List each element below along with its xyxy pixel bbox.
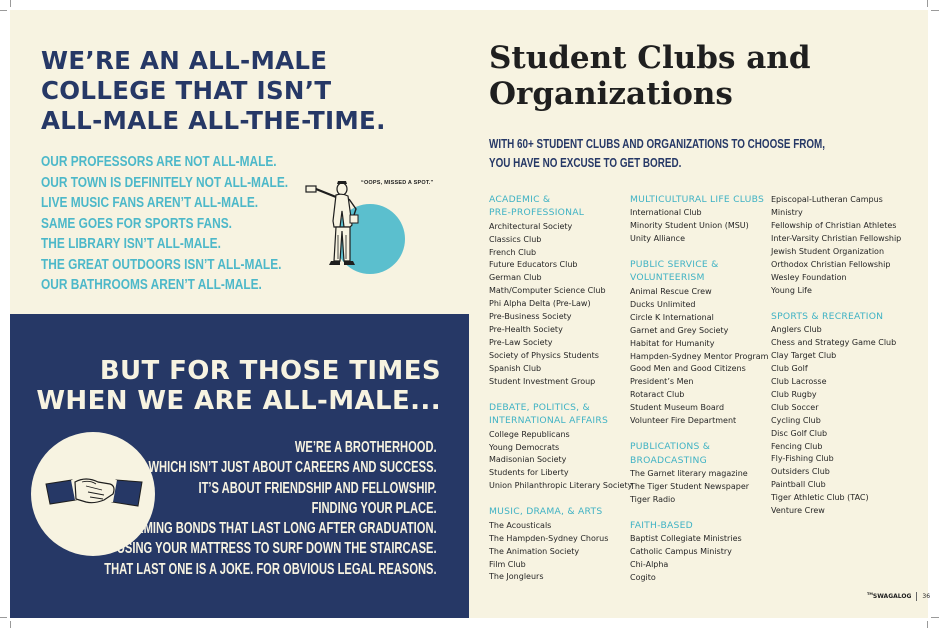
magazine-spread [10, 10, 931, 618]
club-section [489, 194, 632, 389]
club-section [771, 194, 901, 298]
list-line: USING YOUR MATTRESS TO SURF DOWN THE STAIRCASE. [117, 540, 437, 558]
list-line: FINDING YOUR PLACE. [311, 499, 437, 517]
section-heading: PUBLIC SERVICE & [630, 259, 719, 271]
club-item: Circle K International [630, 312, 714, 322]
club-section [630, 259, 768, 428]
club-item: Fencing Club [771, 441, 823, 451]
club-item: Orthodox Christian Fellowship [771, 259, 891, 269]
club-item: Society of Physics Students [489, 351, 599, 361]
club-item: Catholic Campus Ministry [630, 546, 732, 556]
club-item: Club Soccer [771, 402, 819, 412]
club-item: Garnet and Grey Society [630, 325, 729, 335]
club-item: Cycling Club [771, 415, 821, 425]
club-item: Rotaract Club [630, 390, 685, 400]
club-item: Tiger Radio [630, 494, 676, 504]
club-item: Madisonian Society [489, 455, 567, 465]
club-item: The Animation Society [489, 546, 580, 556]
headline-line: BUT FOR THOSE TIMES [99, 356, 441, 386]
club-item: Jewish Student Organization [771, 246, 885, 256]
section-heading: MUSIC, DRAMA, & ARTS [489, 506, 603, 518]
crop-mark [0, 617, 7, 618]
club-item: Disc Golf Club [771, 428, 828, 438]
club-item: Episcopal-Lutheran Campus [771, 195, 883, 204]
club-item: Club Rugby [771, 389, 817, 399]
club-item: Architectural Society [489, 221, 573, 231]
club-item: Pre-Law Society [489, 338, 553, 348]
club-item: The Jongleurs [489, 572, 544, 582]
club-item: Habitat for Humanity [630, 338, 715, 348]
section-heading: PUBLICATIONS & [630, 441, 711, 453]
left-headline [41, 46, 386, 136]
club-item: Outsiders Club [771, 467, 830, 477]
club-item: Students for Liberty [489, 468, 569, 478]
list-line: WHICH ISN’T JUST ABOUT CAREERS AND SUCCESS. [148, 459, 437, 477]
page-number: 36 [922, 593, 931, 600]
section-heading: DEBATE, POLITICS, & [489, 401, 590, 413]
club-item: Venture Crew [771, 506, 825, 516]
club-item: Ducks Unlimited [630, 299, 696, 309]
club-item: The Hampden-Sydney Chorus [489, 533, 609, 543]
club-item: Student Investment Group [489, 377, 596, 387]
list-line: IT’S ABOUT FRIENDSHIP AND FELLOWSHIP. [198, 479, 437, 497]
club-item: International Club [630, 208, 702, 218]
section-heading: VOLUNTEERISM [630, 272, 705, 284]
club-item: The Tiger Student Newspaper [630, 481, 750, 491]
club-section [489, 402, 632, 493]
club-item: College Republicans [489, 429, 570, 439]
list-line: LIVE MUSIC FANS AREN’T ALL-MALE. [41, 195, 259, 211]
club-item: German Club [489, 273, 542, 283]
club-item: Union Philanthropic Literary Society [489, 481, 633, 491]
club-item: Ministry [771, 207, 803, 217]
subtitle-line: YOU HAVE NO EXCUSE TO GET BORED. [489, 154, 682, 170]
left-top-panel [10, 10, 469, 314]
club-item: Chi-Alpha [630, 559, 669, 569]
crop-mark [931, 10, 939, 11]
section-heading: FAITH-BASED [630, 519, 693, 531]
section-heading: MULTICULTURAL LIFE CLUBS [630, 194, 765, 205]
list-line: OUR PROFESSORS ARE NOT ALL-MALE. [41, 154, 277, 170]
club-section [630, 520, 768, 585]
club-item: The Acousticals [489, 520, 552, 530]
club-item: Tiger Athletic Club (TAC) [771, 493, 869, 503]
club-item: Spanish Club [489, 364, 542, 374]
club-item: Wesley Foundation [771, 272, 847, 282]
club-item: Film Club [489, 559, 526, 569]
club-item: Fellowship of Christian Athletes [771, 220, 897, 230]
page-subtitle [489, 135, 825, 172]
not-all-male-list [41, 152, 288, 296]
club-item: Anglers Club [771, 324, 822, 334]
club-item: Classics Club [489, 234, 542, 244]
club-item: Inter-Varsity Christian Fellowship [771, 233, 902, 243]
club-item: Club Lacrosse [771, 376, 827, 386]
clubs-column-1 [489, 194, 632, 584]
club-item: Young Life [771, 285, 812, 295]
clubs-column-3 [771, 194, 901, 518]
section-heading: ACADEMIC & [489, 194, 551, 205]
club-item: Math/Computer Science Club [489, 286, 606, 296]
headline-line: WE’RE AN ALL-MALE [41, 46, 328, 75]
club-item: Minority Student Union (MSU) [630, 221, 749, 231]
club-item: President’s Men [630, 377, 694, 387]
brand-name: SWAGALOG [872, 593, 912, 600]
club-section [630, 194, 768, 246]
headline-line: ALL-MALE ALL-THE-TIME. [41, 106, 386, 135]
crop-mark [927, 0, 928, 7]
page-footer [867, 592, 930, 601]
clubs-column-2 [630, 194, 768, 585]
list-line: OUR TOWN IS DEFINITELY NOT ALL-MALE. [41, 174, 289, 191]
club-section [771, 311, 901, 519]
left-bottom-panel [10, 314, 469, 618]
section-heading: BROADCASTING [630, 454, 707, 466]
list-line: FORMING BONDS THAT LAST LONG AFTER GRADUATION. [120, 520, 437, 538]
subtitle-line: WITH 60+ STUDENT CLUBS AND ORGANIZATIONS TO CHOOSE FROM, [489, 136, 826, 151]
club-item: Unity Alliance [630, 234, 685, 244]
club-item: Volunteer Fire Department [630, 416, 737, 426]
club-item: Club Golf [771, 363, 808, 373]
list-line: THE GREAT OUTDOORS ISN’T ALL-MALE. [41, 256, 282, 273]
club-item: Pre-Business Society [489, 312, 572, 322]
club-item: Chess and Strategy Game Club [771, 337, 897, 347]
club-item: Paintball Club [771, 480, 826, 490]
club-item: Student Museum Board [630, 403, 725, 413]
section-heading: PRE-PROFESSIONAL [489, 207, 585, 219]
brand-prefix: TM [867, 592, 873, 596]
painter-icon [298, 175, 368, 287]
club-item: Pre-Health Society [489, 325, 563, 335]
club-item: Future Educators Club [489, 260, 578, 270]
club-section [630, 441, 768, 506]
crop-mark [0, 10, 7, 11]
brotherhood-headline [36, 356, 441, 416]
club-item: Good Men and Good Citizens [630, 364, 746, 374]
club-item: The Garnet literary magazine [630, 468, 748, 478]
club-item: Hampden-Sydney Mentor Program [630, 351, 769, 361]
list-line: THE LIBRARY ISN’T ALL-MALE. [41, 236, 221, 252]
crop-mark [931, 617, 939, 618]
crop-mark [10, 621, 11, 628]
club-item: Fly-Fishing Club [771, 454, 834, 464]
list-line: THAT LAST ONE IS A JOKE. FOR OBVIOUS LEGAL REASONS. [104, 560, 437, 578]
headline-line: COLLEGE THAT ISN’T [41, 76, 332, 105]
headline-line: WHEN WE ARE ALL-MALE... [36, 386, 441, 416]
club-item: Clay Target Club [771, 350, 837, 360]
list-line: SAME GOES FOR SPORTS FANS. [41, 215, 232, 232]
title-line: Organizations [489, 76, 733, 112]
section-heading: SPORTS & RECREATION [771, 310, 884, 322]
brotherhood-list [105, 438, 437, 580]
section-heading: INTERNATIONAL AFFAIRS [489, 415, 609, 427]
footer-brand [867, 593, 911, 600]
footer-divider [916, 592, 917, 601]
list-line: OUR BATHROOMS AREN’T ALL-MALE. [41, 277, 262, 293]
crop-mark [10, 0, 11, 7]
crop-mark [927, 621, 928, 628]
page-title [489, 40, 811, 112]
club-item: Cogito [630, 572, 656, 582]
club-item: Animal Rescue Crew [630, 286, 712, 296]
title-line: Student Clubs and [489, 40, 811, 76]
club-item: Young Democrats [489, 442, 560, 452]
list-line: WE’RE A BROTHERHOOD. [295, 439, 437, 456]
club-item: Baptist Collegiate Ministries [630, 533, 742, 543]
club-item: Phi Alpha Delta (Pre-Law) [489, 299, 591, 309]
club-section [489, 506, 632, 584]
club-item: French Club [489, 247, 537, 257]
painter-quote: “OOPS, MISSED A SPOT.” [361, 180, 434, 186]
